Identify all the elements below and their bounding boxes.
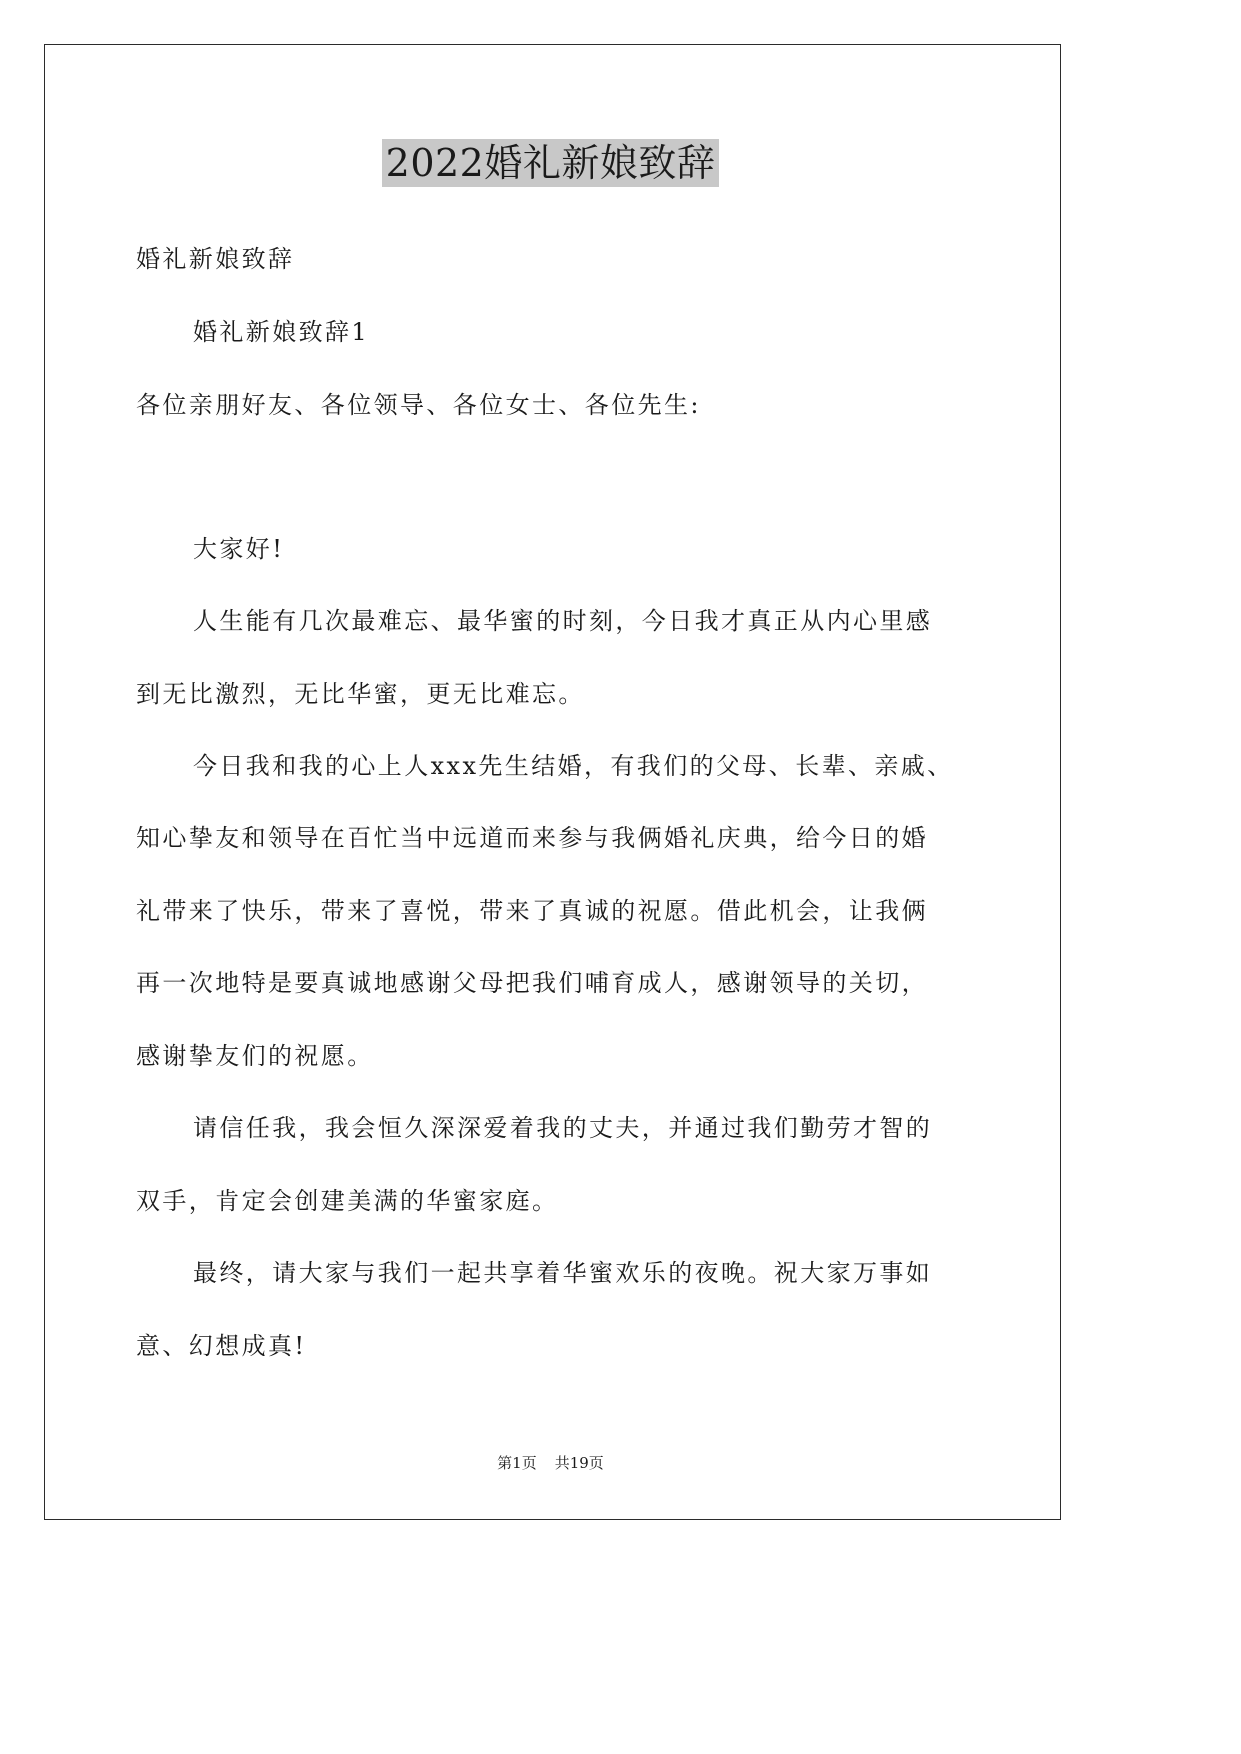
section-heading: 婚礼新娘致辞1: [193, 318, 370, 346]
paragraph-line: 礼带来了快乐，带来了喜悦，带来了真诚的祝愿。借此机会，让我俩: [136, 897, 928, 925]
paragraph-line: 意、幻想成真!: [136, 1332, 307, 1360]
page-number: 第1页: [497, 1454, 537, 1472]
paragraph-line: 请信任我，我会恒久深深爱着我的丈夫，并通过我们勤劳才智的: [193, 1114, 933, 1142]
greeting-line: 大家好!: [193, 535, 285, 563]
paragraph-line: 知心挚友和领导在百忙当中远道而来参与我俩婚礼庆典，给今日的婚: [136, 824, 928, 852]
paragraph-line: 人生能有几次最难忘、最华蜜的时刻，今日我才真正从内心里感: [193, 607, 933, 635]
paragraph-line: 感谢挚友们的祝愿。: [136, 1042, 374, 1070]
paragraph-line: 最终，请大家与我们一起共享着华蜜欢乐的夜晚。祝大家万事如: [193, 1259, 933, 1287]
document-subtitle: 婚礼新娘致辞: [136, 245, 295, 273]
paragraph-line: 到无比激烈，无比华蜜，更无比难忘。: [136, 680, 585, 708]
paragraph-line: 双手，肯定会创建美满的华蜜家庭。: [136, 1187, 559, 1215]
document-title: 2022婚礼新娘致辞: [382, 139, 720, 187]
salutation-line: 各位亲朋好友、各位领导、各位女士、各位先生:: [136, 391, 701, 419]
page-total: 共19页: [554, 1454, 604, 1472]
title-container: [0, 139, 1101, 187]
paragraph-line: 再一次地特是要真诚地感谢父母把我们哺育成人，感谢领导的关切，: [136, 969, 928, 997]
paragraph-line: 今日我和我的心上人xxx先生结婚，有我们的父母、长辈、亲戚、: [193, 752, 954, 780]
page-footer: [0, 1453, 1101, 1473]
